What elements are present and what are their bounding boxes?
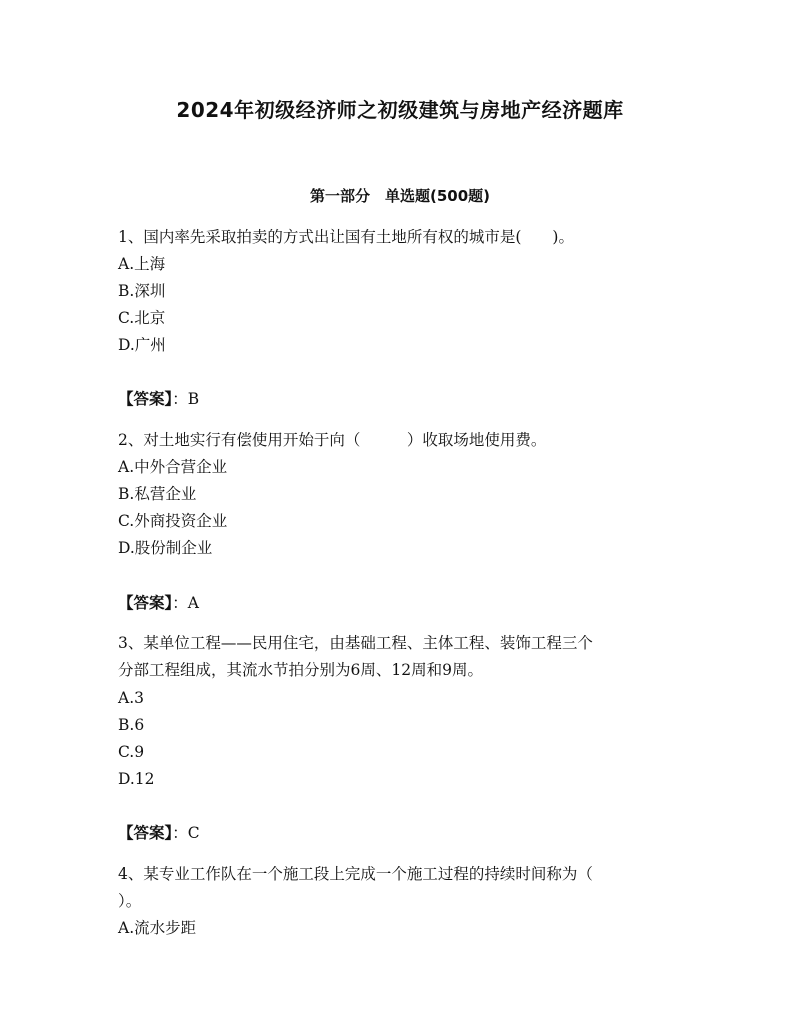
answer-label: 【答案】: [118, 594, 173, 612]
question-3-option-b: B.6: [118, 716, 145, 734]
question-1-answer: [118, 389, 199, 409]
question-1-option-b: B.深圳: [118, 282, 166, 300]
answer-value: ：B: [172, 390, 200, 408]
answer-label: 【答案】: [118, 390, 173, 408]
question-3-stem-line-2: 分部工程组成，其流水节拍分别为6周、12周和9周。: [118, 661, 483, 679]
question-3-option-d: D.12: [118, 770, 155, 788]
answer-value: ：A: [172, 594, 199, 612]
question-3-option-a: A.3: [118, 689, 144, 707]
question-2-option-d: D.股份制企业: [118, 539, 213, 557]
question-2-stem: 2、对土地实行有偿使用开始于向（ ）收取场地使用费。: [118, 431, 547, 449]
question-1-stem: 1、国内率先采取拍卖的方式出让国有土地所有权的城市是( )。: [118, 228, 574, 246]
section-title: 第一部分 单选题(500题): [309, 187, 491, 205]
question-3-stem-line-1: 3、某单位工程——民用住宅，由基础工程、主体工程、装饰工程三个: [118, 634, 593, 652]
question-2-option-b: B.私营企业: [118, 485, 197, 503]
question-4-stem-line-2: ）。: [118, 892, 142, 910]
question-1-option-c: C.北京: [118, 309, 166, 327]
question-4-option-a: A.流水步距: [118, 919, 197, 937]
question-2-option-c: C.外商投资企业: [118, 512, 228, 530]
question-1-option-a: A.上海: [118, 255, 166, 273]
question-3-option-c: C.9: [118, 743, 145, 761]
question-3-answer: [118, 823, 200, 843]
answer-value: ：C: [172, 824, 200, 842]
document-title: 2024年初级经济师之初级建筑与房地产经济题库: [176, 98, 624, 122]
question-1-option-d: D.广州: [118, 336, 166, 354]
question-2-option-a: A.中外合营企业: [118, 458, 228, 476]
question-2-answer: [118, 593, 199, 613]
question-4-stem-line-1: 4、某专业工作队在一个施工段上完成一个施工过程的持续时间称为（: [118, 865, 593, 883]
answer-label: 【答案】: [118, 824, 173, 842]
